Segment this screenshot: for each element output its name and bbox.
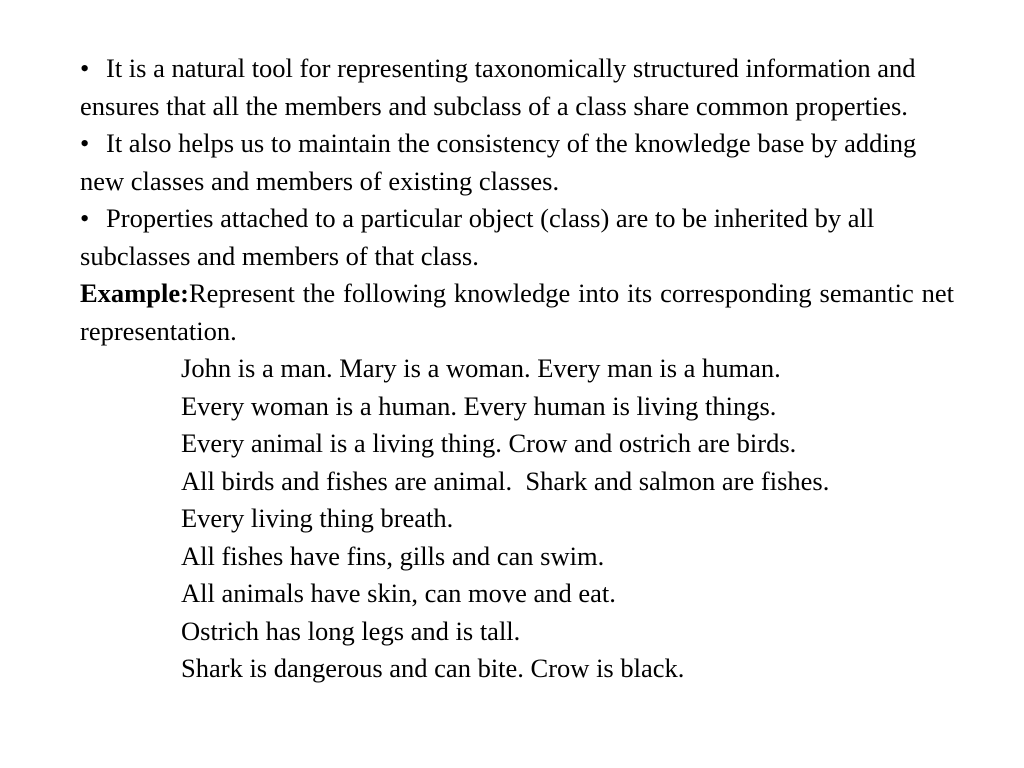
example-label: Example: bbox=[80, 278, 189, 308]
bullet-marker: • bbox=[80, 203, 90, 233]
knowledge-line: John is a man. Mary is a woman. Every man is a human. bbox=[181, 353, 781, 383]
knowledge-line: All fishes have fins, gills and can swim. bbox=[181, 540, 605, 571]
knowledge-line: Every animal is a living thing. Crow and ostrich are birds. bbox=[181, 428, 797, 458]
bullet-item bbox=[80, 50, 954, 125]
knowledge-line: Shark is dangerous and can bite. Crow is black. bbox=[181, 653, 685, 683]
bullet-item bbox=[80, 125, 954, 200]
bullet-item bbox=[80, 200, 954, 275]
bullet-marker: • bbox=[80, 128, 90, 158]
bullet-text: Properties attached to a particular object (class) are to be inherited by all subclasses and members of that class. bbox=[80, 203, 875, 271]
knowledge-line: All animals have skin, can move and eat. bbox=[181, 578, 616, 608]
example-knowledge-list bbox=[80, 350, 954, 688]
knowledge-line: Every living thing breath. bbox=[181, 503, 454, 533]
bullet-text: It is a natural tool for representing taxonomically structured information and ensures that all the members and subclass of a class share common properties. bbox=[80, 53, 916, 121]
bullet-marker: • bbox=[80, 53, 90, 83]
bullet-text: It also helps us to maintain the consistency of the knowledge base by adding new classes and members of existing classes. bbox=[80, 128, 917, 196]
example-paragraph bbox=[80, 275, 954, 350]
slide-content bbox=[80, 50, 954, 688]
knowledge-line: All birds and fishes are animal. Shark and salmon are fishes. bbox=[181, 465, 830, 496]
knowledge-line: Ostrich has long legs and is tall. bbox=[181, 615, 521, 646]
example-text: Represent the following knowledge into its corresponding semantic net representation. bbox=[80, 278, 954, 346]
knowledge-line: Every woman is a human. Every human is living things. bbox=[181, 390, 777, 421]
